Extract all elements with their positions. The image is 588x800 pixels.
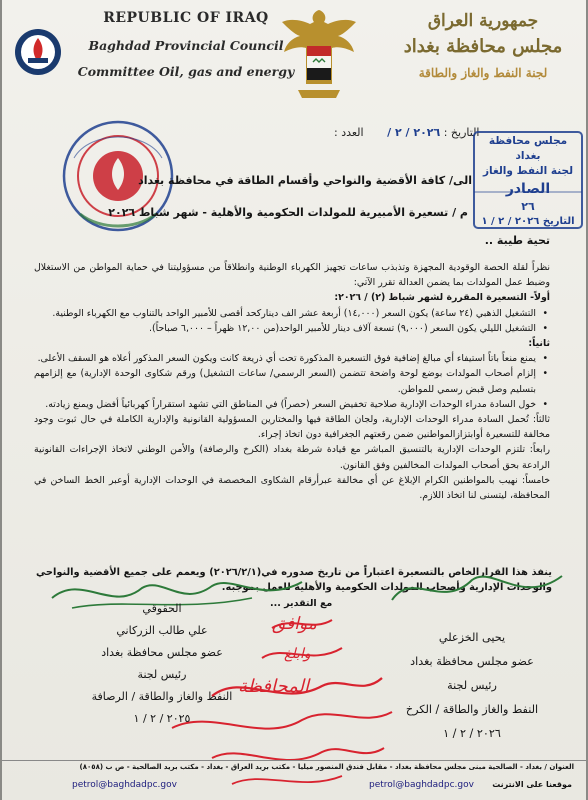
website-label: موقعنا على الانترنت — [492, 780, 572, 789]
addressee: الى/ كافة الأقضية والنواحي وأقسام الطاقة في محافظة بغداد — [138, 174, 472, 187]
council-en: Baghdad Provincial Council — [88, 38, 284, 53]
signature-block-karkh — [402, 626, 542, 746]
signer-date: ٢٠٢٥ / ٢ / ١ — [133, 712, 191, 725]
date-label: التاريخ : — [443, 126, 480, 139]
signer-dept: النفط والغاز والطاقة / الكرخ — [405, 703, 539, 716]
iraq-eagle-emblem-icon — [280, 6, 358, 104]
first-items — [34, 306, 550, 336]
list-item: • التشغيل الليلي يكون السعر (٩,٠٠٠) تسعة آلاف دينار للأمبير الواحد(من ١٢,٠٠ ظهراً – ٦,٠٠٠ صباحاً). — [34, 321, 536, 336]
email-right[interactable]: petrol@baghdadpc.gov — [369, 780, 474, 790]
decision-paragraph: ينفذ هذا القرارالخاص بالتسعيرة اعتباراً من تاريخ صدوره في(٢٠٢٦/٢/١) ويعمم على جميع الأقضية والنواحي والوحدات الإدارية وأصحاب المولدات الحكومية والأهلية للعمل بموجبه. — [36, 567, 552, 593]
stamp-date-value: ٢٠٢٦ / ٢ / ١ — [481, 216, 540, 227]
country-ar: جمهورية العراق — [427, 11, 539, 31]
first-heading: أولاً- التسعيرة المقررة لشهر شباط (٢) / ٢٠٢٦: — [334, 292, 550, 304]
country-en: REPUBLIC OF IRAQ — [103, 10, 269, 26]
committee-ar: لجنة النفط والغاز والطاقة — [418, 66, 548, 80]
closing-regards: مع التقدير ... — [270, 598, 333, 609]
second-heading: ثانياً: — [528, 338, 550, 350]
handwritten-line2: وابلغ — [284, 646, 311, 662]
list-item: • إلزام أصحاب المولدات بوضع لوحة واضحة تتضمن (السعر الرسمي/ ساعات التشغيل) ورقم شكاوى الوحدة الإدارية) مع إلزامهم بتسليم وصل قبض رسمي للمواطن. — [34, 366, 536, 396]
council-ar: مجلس محافظة بغداد — [403, 36, 563, 57]
greeting: تحية طيبة .. — [484, 234, 550, 247]
email-left[interactable]: petrol@baghdadpc.gov — [72, 780, 177, 790]
arabic-letterhead — [388, 8, 578, 86]
intro-paragraph: نظراً لقلة الحصة الوقودية المجهزة وتذبذب ساعات تجهيز الكهرباء الوطنية وانطلاقاً من مسؤوليتنا في حماية المواطن من الاستغلال وضبط عمل المولدات بما يضمن العدالة تقرر الآتي: — [34, 262, 550, 289]
footer-contact-row — [2, 778, 586, 794]
letter-body — [34, 260, 550, 503]
subject-line: م / تسعيرة الأمبيرية للمولدات الحكومية والأهلية - شهر شباط ٢٠٢٦ — [108, 206, 468, 219]
stamp-outgoing: الصادر — [505, 181, 551, 197]
signer-name: علي طالب الزركاني — [116, 624, 208, 637]
fourth-paragraph: رابعاً: تلتزم الوحدات الإدارية بالتنسيق المباشر مع قيادة شرطة بغداد (الكرخ والرصافة) والأمن الوطني لاتخاذ الإجراءات القانونية الرادعة بحق أصحاب المولدات المخالفين وفق القانون. — [34, 444, 550, 471]
signer-date: ٢٠٢٦ / ٢ / ١ — [443, 727, 501, 740]
stamp-number: ٢٦ — [521, 200, 535, 213]
reference-date-line — [334, 126, 479, 139]
council-logo-icon — [14, 28, 62, 76]
signer-name: يحيى الخزعلي — [438, 631, 506, 644]
letter-sheet — [2, 0, 586, 800]
signer-dept: النفط والغاز والطاقة / الرصافة — [91, 690, 233, 703]
third-paragraph: ثالثاً: تُحمل السادة مدراء الوحدات الإدارية، ولجان الطاقة فيها والمختارين المسؤولية القانونية والإدارية الكاملة في حال ثبوت وجود مخالفة للتسعيرة أوابتزازالمواطنين ضمن رقعتهم الجغرافية دون اتخاذ إجراء. — [34, 414, 550, 441]
register-stamp-text — [476, 134, 580, 229]
committee-en: Committee Oil, gas and energy — [77, 64, 295, 79]
date-value: ٢٠٢٦ / ٢ / — [387, 126, 441, 139]
green-signature-scribble — [382, 560, 572, 614]
list-item: • يمنع منعاً باتاً استيفاء أي مبالغ إضافية فوق التسعيرة المذكورة تحت أي ذريعة كانت ويكون السعر المذكور أعلاه هو السقف الأعلى. — [34, 351, 536, 366]
stamp-date-row — [476, 214, 580, 229]
signer-role: رئيس لجنة — [447, 679, 497, 692]
stamp-date-label: التاريخ — [542, 216, 575, 227]
second-items — [34, 351, 550, 412]
signer-honorific: الحقوقي — [142, 602, 182, 615]
handwritten-line1: موافق — [272, 614, 317, 634]
stamp-committee: لجنة النفط والغاز — [482, 165, 574, 177]
english-letterhead — [76, 8, 296, 82]
list-item: • التشغيل الذهبي (٢٤ ساعة) يكون السعر (١٤,٠٠٠) أربعة عشر الف ديناركحد أقصى للأمبير الواحد بالتناوب مع الكهرباء الوطنية. — [34, 306, 536, 321]
number-label: العدد : — [334, 126, 364, 139]
footer-address: العنوان / بغداد - الصالحية مبنى مجلس محافظة بغداد - مقابل فندق المنصور ميليا - مكتب بريد العراق - بغداد - مكتب بريد الصالحية - ص ب (٨٠٥٨) — [79, 763, 574, 771]
footer-divider — [2, 760, 586, 761]
signer-title: عضو مجلس محافظة بغداد — [101, 646, 223, 659]
fifth-paragraph: خامساً: نهيب بالمواطنين الكرام الإبلاغ عن أي مخالفة عبرأرقام الشكاوى المخصصة في الوحدات الإدارية أوعبر الخط الساخن في المحافظة، ليتسنى لنا اتخاذ اللازم. — [34, 474, 550, 502]
handwritten-line3: المحافظة — [238, 676, 310, 697]
signer-role: رئيس لجنة — [137, 668, 187, 681]
list-item: • خول السادة مدراء الوحدات الإدارية صلاحية تخفيض السعر (حصراً) في المناطق التي تشهد استقراراً كهربائياً أفضل ويمنع زيادته. — [34, 397, 536, 412]
signer-title: عضو مجلس محافظة بغداد — [410, 655, 534, 668]
stamp-council: مجلس محافظة بغداد — [488, 135, 568, 162]
